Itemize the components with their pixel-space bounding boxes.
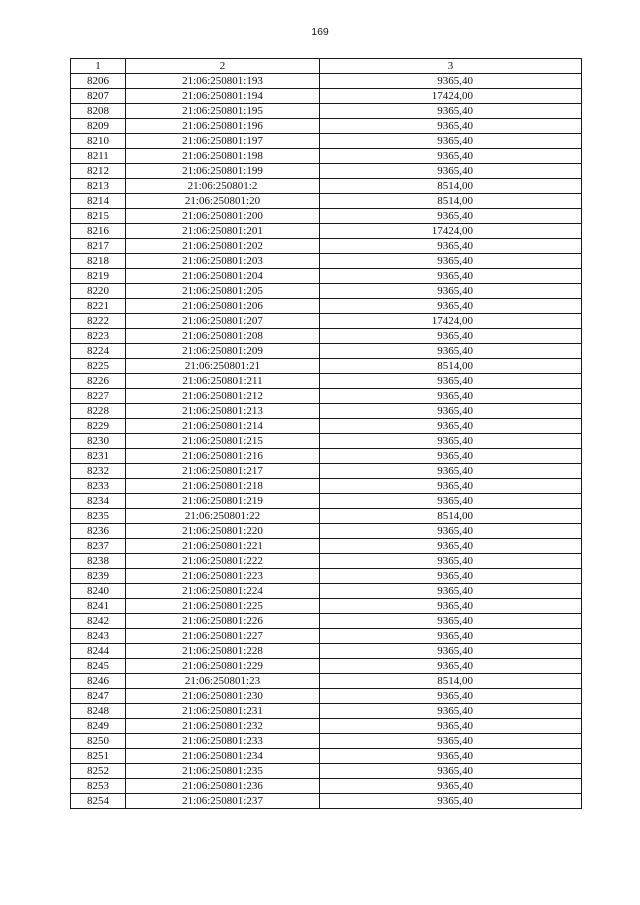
cadastral-number-cell: 21:06:250801:217	[126, 464, 320, 479]
row-number-cell: 8225	[71, 359, 126, 374]
cadastral-value-cell: 9365,40	[320, 479, 582, 494]
table-row	[71, 89, 582, 104]
table-row	[71, 74, 582, 89]
cadastral-value-cell: 9365,40	[320, 749, 582, 764]
row-number-cell: 8220	[71, 284, 126, 299]
cadastral-value-cell: 9365,40	[320, 374, 582, 389]
cadastral-value-cell: 9365,40	[320, 209, 582, 224]
row-number-cell: 8252	[71, 764, 126, 779]
row-number-cell: 8232	[71, 464, 126, 479]
cadastral-value-cell: 9365,40	[320, 644, 582, 659]
table-row	[71, 479, 582, 494]
row-number-cell: 8250	[71, 734, 126, 749]
row-number-cell: 8215	[71, 209, 126, 224]
table-row	[71, 524, 582, 539]
cadastral-number-cell: 21:06:250801:195	[126, 104, 320, 119]
cadastral-value-cell: 9365,40	[320, 434, 582, 449]
cadastral-value-cell: 9365,40	[320, 299, 582, 314]
table-row	[71, 644, 582, 659]
row-number-cell: 8245	[71, 659, 126, 674]
table-row	[71, 194, 582, 209]
row-number-cell: 8236	[71, 524, 126, 539]
cadastral-number-cell: 21:06:250801:205	[126, 284, 320, 299]
table-row	[71, 344, 582, 359]
cadastral-value-cell: 17424,00	[320, 224, 582, 239]
cadastral-number-cell: 21:06:250801:219	[126, 494, 320, 509]
cadastral-number-cell: 21:06:250801:207	[126, 314, 320, 329]
row-number-cell: 8254	[71, 794, 126, 809]
cadastral-number-cell: 21:06:250801:220	[126, 524, 320, 539]
cadastral-number-cell: 21:06:250801:208	[126, 329, 320, 344]
cadastral-value-cell: 9365,40	[320, 149, 582, 164]
cadastral-number-cell: 21:06:250801:237	[126, 794, 320, 809]
table-row	[71, 689, 582, 704]
row-number-cell: 8210	[71, 134, 126, 149]
row-number-cell: 8217	[71, 239, 126, 254]
row-number-cell: 8246	[71, 674, 126, 689]
cadastral-number-cell: 21:06:250801:21	[126, 359, 320, 374]
row-number-cell: 8237	[71, 539, 126, 554]
row-number-cell: 8230	[71, 434, 126, 449]
cadastral-value-cell: 9365,40	[320, 389, 582, 404]
row-number-cell: 8247	[71, 689, 126, 704]
table-row	[71, 719, 582, 734]
cadastral-value-cell: 9365,40	[320, 449, 582, 464]
table-row	[71, 449, 582, 464]
row-number-cell: 8206	[71, 74, 126, 89]
cadastral-value-cell: 9365,40	[320, 734, 582, 749]
cadastral-value-cell: 9365,40	[320, 704, 582, 719]
cadastral-number-cell: 21:06:250801:203	[126, 254, 320, 269]
table-row	[71, 134, 582, 149]
table-row	[71, 494, 582, 509]
cadastral-value-cell: 9365,40	[320, 524, 582, 539]
cadastral-value-cell: 9365,40	[320, 269, 582, 284]
cadastral-number-cell: 21:06:250801:218	[126, 479, 320, 494]
row-number-cell: 8231	[71, 449, 126, 464]
cadastral-value-cell: 8514,00	[320, 359, 582, 374]
cadastral-value-table	[70, 58, 582, 809]
table-row	[71, 164, 582, 179]
table-row	[71, 389, 582, 404]
row-number-cell: 8249	[71, 719, 126, 734]
cadastral-number-cell: 21:06:250801:201	[126, 224, 320, 239]
cadastral-number-cell: 21:06:250801:2	[126, 179, 320, 194]
cadastral-value-cell: 9365,40	[320, 239, 582, 254]
cadastral-number-cell: 21:06:250801:224	[126, 584, 320, 599]
cadastral-value-cell: 9365,40	[320, 794, 582, 809]
cadastral-number-cell: 21:06:250801:227	[126, 629, 320, 644]
cadastral-value-cell: 9365,40	[320, 629, 582, 644]
cadastral-number-cell: 21:06:250801:213	[126, 404, 320, 419]
row-number-cell: 8234	[71, 494, 126, 509]
table-row	[71, 299, 582, 314]
cadastral-value-cell: 17424,00	[320, 314, 582, 329]
cadastral-value-cell: 9365,40	[320, 689, 582, 704]
table-row	[71, 284, 582, 299]
cadastral-value-cell: 9365,40	[320, 764, 582, 779]
cadastral-value-cell: 9365,40	[320, 599, 582, 614]
table-row	[71, 254, 582, 269]
cadastral-value-cell: 9365,40	[320, 164, 582, 179]
cadastral-number-cell: 21:06:250801:212	[126, 389, 320, 404]
row-number-cell: 8227	[71, 389, 126, 404]
row-number-cell: 8253	[71, 779, 126, 794]
cadastral-value-cell: 9365,40	[320, 104, 582, 119]
table-row	[71, 104, 582, 119]
column-header-1: 1	[71, 59, 126, 74]
table-row	[71, 569, 582, 584]
cadastral-value-cell: 8514,00	[320, 179, 582, 194]
row-number-cell: 8240	[71, 584, 126, 599]
cadastral-value-cell: 8514,00	[320, 194, 582, 209]
table-row	[71, 779, 582, 794]
table-row	[71, 794, 582, 809]
cadastral-number-cell: 21:06:250801:222	[126, 554, 320, 569]
table-row	[71, 314, 582, 329]
table-row	[71, 509, 582, 524]
cadastral-number-cell: 21:06:250801:232	[126, 719, 320, 734]
row-number-cell: 8207	[71, 89, 126, 104]
row-number-cell: 8223	[71, 329, 126, 344]
row-number-cell: 8224	[71, 344, 126, 359]
cadastral-number-cell: 21:06:250801:223	[126, 569, 320, 584]
table-row	[71, 269, 582, 284]
table-row	[71, 239, 582, 254]
page-number: 169	[311, 26, 329, 38]
cadastral-number-cell: 21:06:250801:226	[126, 614, 320, 629]
column-header-3: 3	[320, 59, 582, 74]
cadastral-number-cell: 21:06:250801:228	[126, 644, 320, 659]
table-row	[71, 464, 582, 479]
row-number-cell: 8229	[71, 419, 126, 434]
table-body	[71, 74, 582, 809]
row-number-cell: 8219	[71, 269, 126, 284]
row-number-cell: 8233	[71, 479, 126, 494]
row-number-cell: 8213	[71, 179, 126, 194]
cadastral-number-cell: 21:06:250801:214	[126, 419, 320, 434]
table-row	[71, 359, 582, 374]
cadastral-number-cell: 21:06:250801:206	[126, 299, 320, 314]
cadastral-number-cell: 21:06:250801:216	[126, 449, 320, 464]
table-row	[71, 404, 582, 419]
cadastral-number-cell: 21:06:250801:209	[126, 344, 320, 359]
table-row	[71, 659, 582, 674]
table-row	[71, 764, 582, 779]
column-header-2: 2	[126, 59, 320, 74]
cadastral-number-cell: 21:06:250801:221	[126, 539, 320, 554]
row-number-cell: 8222	[71, 314, 126, 329]
table-row	[71, 224, 582, 239]
table-row	[71, 179, 582, 194]
row-number-cell: 8238	[71, 554, 126, 569]
table-row	[71, 149, 582, 164]
row-number-cell: 8221	[71, 299, 126, 314]
table-row	[71, 584, 582, 599]
row-number-cell: 8241	[71, 599, 126, 614]
cadastral-number-cell: 21:06:250801:234	[126, 749, 320, 764]
cadastral-value-cell: 9365,40	[320, 719, 582, 734]
table-row	[71, 734, 582, 749]
cadastral-value-cell: 9365,40	[320, 404, 582, 419]
header-row	[71, 59, 582, 74]
cadastral-value-cell: 9365,40	[320, 284, 582, 299]
cadastral-number-cell: 21:06:250801:229	[126, 659, 320, 674]
cadastral-number-cell: 21:06:250801:236	[126, 779, 320, 794]
row-number-cell: 8244	[71, 644, 126, 659]
row-number-cell: 8242	[71, 614, 126, 629]
cadastral-value-cell: 9365,40	[320, 119, 582, 134]
table-row	[71, 539, 582, 554]
row-number-cell: 8251	[71, 749, 126, 764]
cadastral-number-cell: 21:06:250801:23	[126, 674, 320, 689]
table-row	[71, 209, 582, 224]
cadastral-number-cell: 21:06:250801:225	[126, 599, 320, 614]
cadastral-number-cell: 21:06:250801:202	[126, 239, 320, 254]
cadastral-value-cell: 9365,40	[320, 614, 582, 629]
table-row	[71, 614, 582, 629]
row-number-cell: 8248	[71, 704, 126, 719]
cadastral-value-cell: 8514,00	[320, 674, 582, 689]
cadastral-number-cell: 21:06:250801:235	[126, 764, 320, 779]
row-number-cell: 8226	[71, 374, 126, 389]
row-number-cell: 8239	[71, 569, 126, 584]
table-row	[71, 599, 582, 614]
cadastral-value-cell: 9365,40	[320, 569, 582, 584]
row-number-cell: 8211	[71, 149, 126, 164]
cadastral-number-cell: 21:06:250801:199	[126, 164, 320, 179]
table-row	[71, 749, 582, 764]
cadastral-value-cell: 9365,40	[320, 539, 582, 554]
table-row	[71, 674, 582, 689]
cadastral-number-cell: 21:06:250801:198	[126, 149, 320, 164]
cadastral-value-cell: 9365,40	[320, 464, 582, 479]
cadastral-value-cell: 9365,40	[320, 584, 582, 599]
cadastral-number-cell: 21:06:250801:197	[126, 134, 320, 149]
row-number-cell: 8209	[71, 119, 126, 134]
cadastral-number-cell: 21:06:250801:200	[126, 209, 320, 224]
cadastral-number-cell: 21:06:250801:204	[126, 269, 320, 284]
table-row	[71, 629, 582, 644]
table-row	[71, 419, 582, 434]
cadastral-value-cell: 9365,40	[320, 419, 582, 434]
cadastral-value-cell: 9365,40	[320, 494, 582, 509]
cadastral-value-cell: 8514,00	[320, 509, 582, 524]
table-row	[71, 554, 582, 569]
cadastral-value-cell: 9365,40	[320, 329, 582, 344]
cadastral-value-cell: 9365,40	[320, 254, 582, 269]
cadastral-number-cell: 21:06:250801:196	[126, 119, 320, 134]
cadastral-value-cell: 9365,40	[320, 659, 582, 674]
row-number-cell: 8235	[71, 509, 126, 524]
table-row	[71, 704, 582, 719]
cadastral-number-cell: 21:06:250801:230	[126, 689, 320, 704]
cadastral-number-cell: 21:06:250801:231	[126, 704, 320, 719]
cadastral-number-cell: 21:06:250801:22	[126, 509, 320, 524]
cadastral-value-cell: 9365,40	[320, 74, 582, 89]
row-number-cell: 8212	[71, 164, 126, 179]
cadastral-number-cell: 21:06:250801:211	[126, 374, 320, 389]
cadastral-value-cell: 17424,00	[320, 89, 582, 104]
row-number-cell: 8243	[71, 629, 126, 644]
table-row	[71, 329, 582, 344]
table-row	[71, 374, 582, 389]
cadastral-value-cell: 9365,40	[320, 554, 582, 569]
row-number-cell: 8218	[71, 254, 126, 269]
row-number-cell: 8216	[71, 224, 126, 239]
row-number-cell: 8208	[71, 104, 126, 119]
cadastral-number-cell: 21:06:250801:194	[126, 89, 320, 104]
cadastral-number-cell: 21:06:250801:215	[126, 434, 320, 449]
cadastral-number-cell: 21:06:250801:20	[126, 194, 320, 209]
table-row	[71, 434, 582, 449]
cadastral-value-cell: 9365,40	[320, 134, 582, 149]
cadastral-value-cell: 9365,40	[320, 344, 582, 359]
cadastral-value-cell: 9365,40	[320, 779, 582, 794]
cadastral-number-cell: 21:06:250801:233	[126, 734, 320, 749]
table-row	[71, 119, 582, 134]
cadastral-number-cell: 21:06:250801:193	[126, 74, 320, 89]
row-number-cell: 8214	[71, 194, 126, 209]
row-number-cell: 8228	[71, 404, 126, 419]
